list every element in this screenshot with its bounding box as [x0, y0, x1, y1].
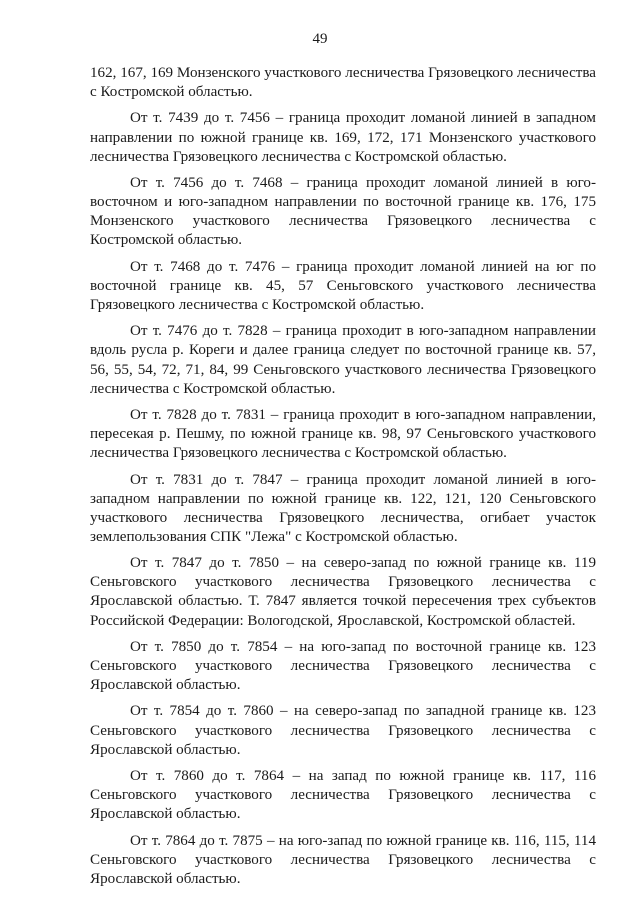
paragraph-segment-7828-7831: От т. 7828 до т. 7831 – граница проходит в юго-западном направлении, пересекая р. Пешму, по южной границе кв. 98, 97 Сеньговского участкового лесничества Грязовецкого лесничества с Костромской областью. [90, 406, 596, 462]
document-body [90, 64, 596, 896]
paragraph-segment-7456-7468: От т. 7456 до т. 7468 – граница проходит ломаной линией в юго-восточном и юго-западном направлении по восточной границе кв. 176, 175 Монзенского участкового лесничества Грязовецкого лесничества с Костромской областью. [90, 175, 596, 249]
page-number: 49 [312, 31, 328, 47]
paragraph-segment-7850-7854: От т. 7850 до т. 7854 – на юго-запад по восточной границе кв. 123 Сеньговского участкового лесничества Грязовецкого лесничества с Ярославской областью. [90, 638, 596, 694]
paragraph-segment-7847-7850: От т. 7847 до т. 7850 – на северо-запад по южной границе кв. 119 Сеньговского участкового лесничества Грязовецкого лесничества с Ярославской областью. Т. 7847 является точкой пересечения трех субъектов Российской Федерации: Вологодской, Ярославской, Костромской областей. [90, 555, 596, 629]
paragraph-segment-7439-7456: От т. 7439 до т. 7456 – граница проходит ломаной линией в западном направлении по южной границе кв. 169, 172, 171 Монзенского участкового лесничества Грязовецкого лесничества с Костромской областью. [90, 110, 596, 165]
paragraph-segment-7854-7860: От т. 7854 до т. 7860 – на северо-запад по западной границе кв. 123 Сеньговского участкового лесничества Грязовецкого лесничества с Ярославской областью. [90, 703, 596, 758]
paragraph-segment-7860-7864: От т. 7860 до т. 7864 – на запад по южной границе кв. 117, 116 Сеньговского участкового лесничества Грязовецкого лесничества с Ярославской областью. [90, 768, 596, 823]
paragraph-segment-7476-7828: От т. 7476 до т. 7828 – граница проходит в юго-западном направлении вдоль русла р. Кореги и далее граница следует по восточной границе кв. 57, 56, 55, 54, 72, 71, 84, 99 Сеньговского участкового лесничества Грязовецкого лесничества с Костромской областью. [90, 323, 596, 397]
paragraph-segment-7864-7875: От т. 7864 до т. 7875 – на юго-запад по южной границе кв. 116, 115, 114 Сеньговского участкового лесничества Грязовецкого лесничества с Ярославской областью. [90, 832, 596, 887]
paragraph-segment-7831-7847: От т. 7831 до т. 7847 – граница проходит ломаной линией в юго-западном направлении по южной границе кв. 122, 121, 120 Сеньговского участкового лесничества Грязовецкого лесничества, огибает участок землепользования СПК "Лежа" с Костромской областью. [90, 471, 596, 545]
paragraph-continuation: 162, 167, 169 Монзенского участкового лесничества Грязовецкого лесничества с Костромской областью. [90, 65, 596, 101]
paragraph-segment-7468-7476: От т. 7468 до т. 7476 – граница проходит ломаной линией на юг по восточной границе кв. 45, 57 Сеньговского участкового лесничества Грязовецкого лесничества с Костромской областью. [90, 258, 596, 313]
